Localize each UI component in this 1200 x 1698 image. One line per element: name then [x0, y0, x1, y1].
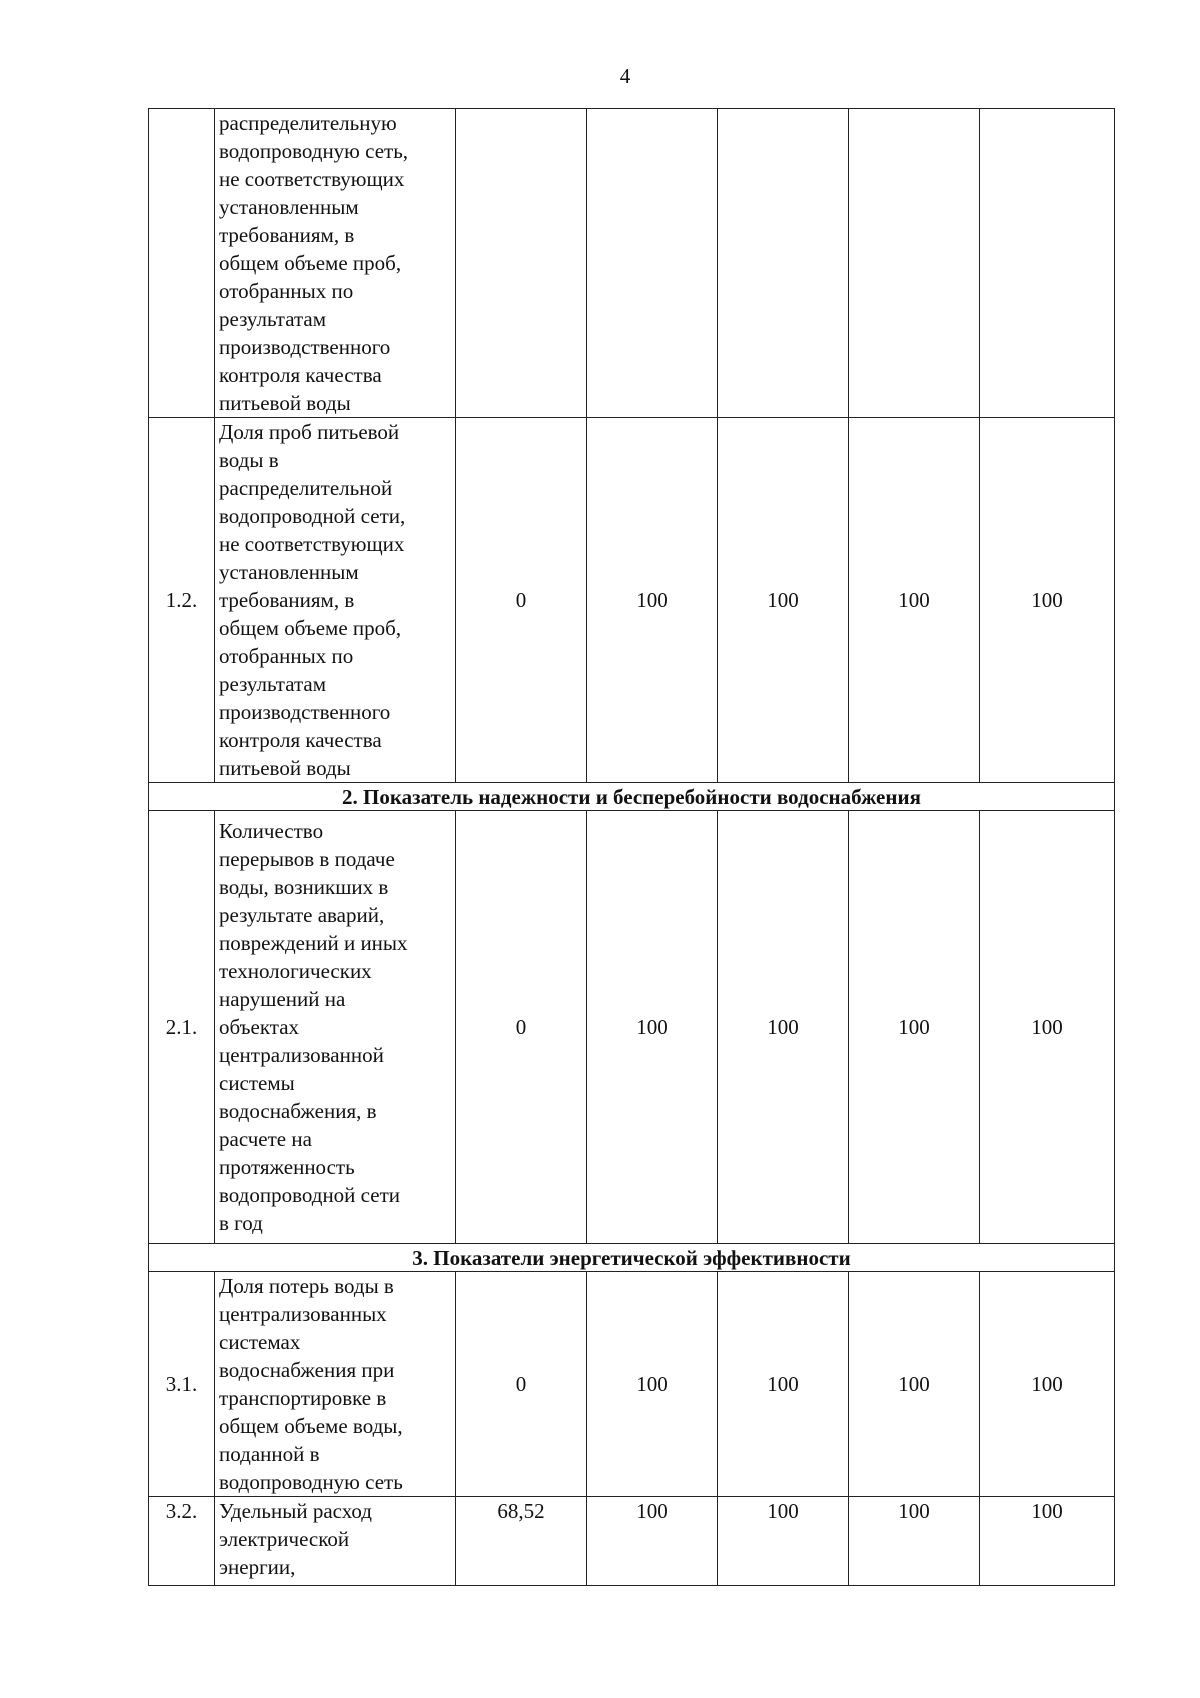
value-cell: 100: [718, 418, 849, 783]
row-number: 3.2.: [149, 1497, 215, 1586]
value-cell: 0: [456, 811, 587, 1244]
section-header-row: [149, 783, 1115, 811]
row-number: [149, 109, 215, 418]
value-cell: 100: [849, 811, 980, 1244]
row-number: 2.1.: [149, 811, 215, 1244]
indicator-name: Количество перерывов в подаче воды, возникших в результате аварий, повреждений и иных технологических нарушений на объектах централизованной системы водоснабжения, в расчете на протяженность водопроводной сети в год: [219, 819, 408, 1235]
section-title: 3. Показатели энергетической эффективности: [149, 1244, 1115, 1272]
value-cell: 100: [849, 1272, 980, 1497]
table-row: [149, 109, 1115, 418]
table-row: [149, 1272, 1115, 1497]
value-cell: 0: [456, 1272, 587, 1497]
indicator-name: Доля потерь воды в централизованных системах водоснабжения при транспортировке в общем объеме воды, поданной в водопроводную сеть: [219, 1274, 403, 1494]
section-header-row: [149, 1244, 1115, 1272]
value-cell: [980, 109, 1115, 418]
value-cell: 68,52: [456, 1497, 587, 1586]
indicator-name: Доля проб питьевой воды в распределительной водопроводной сети, не соответствующих установленным требованиям, в общем объеме проб, отобранных по результатам производственного контроля качества питьевой воды: [219, 420, 406, 780]
value-cell: [587, 109, 718, 418]
section-title: 2. Показатель надежности и бесперебойности водоснабжения: [149, 783, 1115, 811]
value-cell: 100: [587, 1497, 718, 1586]
value-cell: [456, 109, 587, 418]
value-cell: 100: [718, 1497, 849, 1586]
value-cell: 100: [980, 811, 1115, 1244]
row-number: 3.1.: [149, 1272, 215, 1497]
indicator-name: Удельный расход электрической энергии,: [219, 1499, 372, 1579]
value-cell: 100: [849, 1497, 980, 1586]
value-cell: 100: [980, 1497, 1115, 1586]
value-cell: 100: [980, 1272, 1115, 1497]
table-row: [149, 418, 1115, 783]
row-number: 1.2.: [149, 418, 215, 783]
value-cell: [849, 109, 980, 418]
value-cell: 100: [718, 811, 849, 1244]
value-cell: 100: [980, 418, 1115, 783]
value-cell: 0: [456, 418, 587, 783]
value-cell: 100: [718, 1272, 849, 1497]
table-row: [149, 1497, 1115, 1586]
indicators-table: [148, 108, 1115, 1586]
page-number: 4: [619, 64, 631, 88]
value-cell: 100: [587, 811, 718, 1244]
value-cell: 100: [587, 418, 718, 783]
value-cell: 100: [587, 1272, 718, 1497]
value-cell: 100: [849, 418, 980, 783]
indicator-name: распределительную водопроводную сеть, не соответствующих установленным требованиям, в общем объеме проб, отобранных по результатам производственного контроля качества питьевой воды: [219, 111, 409, 415]
value-cell: [718, 109, 849, 418]
table-row: [149, 811, 1115, 1244]
